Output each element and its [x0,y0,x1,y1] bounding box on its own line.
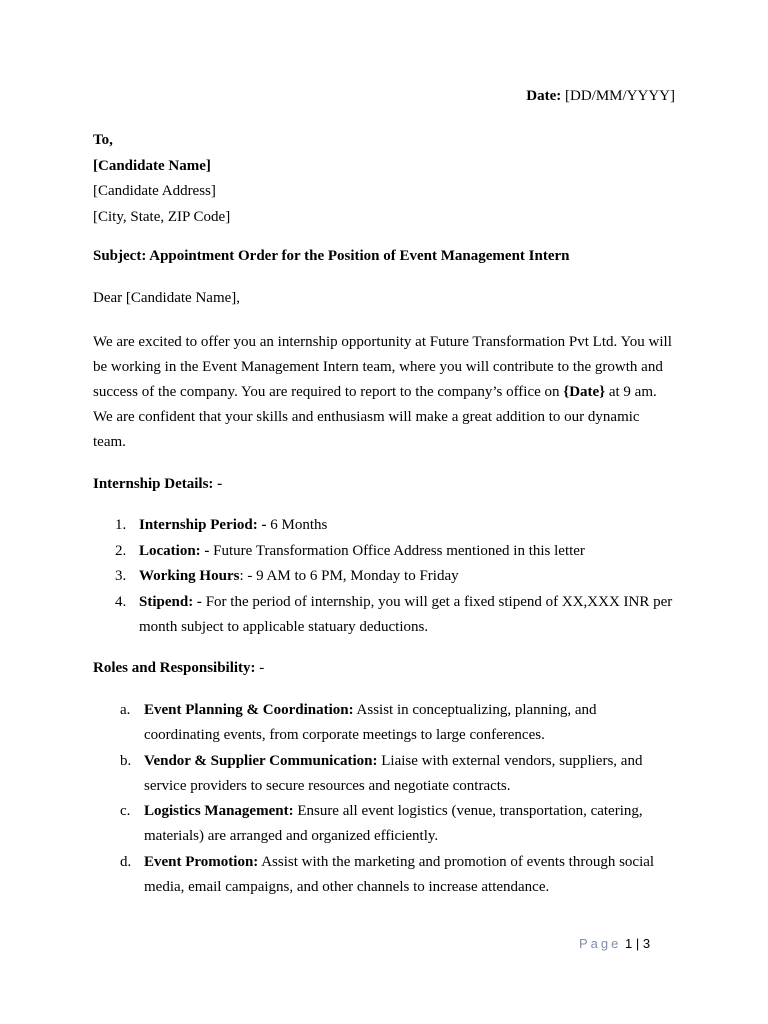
recipient-name: [Candidate Name] [93,157,211,174]
list-item [93,749,675,800]
list-marker: 4. [115,593,127,610]
list-marker: 3. [115,568,127,584]
list-item [93,799,675,850]
page-word: Page [579,936,622,951]
item-label: Working Hours [139,568,240,584]
item-text: Ensure all event logistics (venue, transportation, catering, materials) are arranged and organized efficiently. [144,803,643,845]
intro-paragraph [93,330,675,455]
item-label: Location: - [139,542,210,559]
list-item [93,513,675,539]
list-marker: 1. [115,517,127,533]
recipient-address: [Candidate Address] [93,183,216,199]
item-text: Future Transformation Office Address mentioned in this letter [209,542,585,559]
list-marker: 2. [115,542,127,559]
item-label: Stipend: - [139,593,202,610]
item-text: For the period of internship, you will get a fixed stipend of XX,XXX INR per month subject to applicable statuary deductions. [139,593,673,635]
page-total: 3 [642,936,651,951]
list-item [93,564,675,590]
item-text: Assist in conceptualizing, planning, and coordinating events, from corporate meetings to large conferences. [144,702,597,744]
recipient-city: [City, State, ZIP Code] [93,208,231,225]
item-label: Logistics Management: [144,803,294,820]
internship-details-heading: Internship Details: - [93,476,223,492]
list-item [93,539,675,565]
recipient-block [93,128,230,230]
item-text: 6 Months [266,517,328,533]
date-label: Date: [526,88,562,104]
subject-line: Subject: Appointment Order for the Position of Event Management Intern [93,248,570,264]
list-item [93,590,675,641]
item-text: : - 9 AM to 6 PM, Monday to Friday [239,568,459,584]
list-marker: a. [120,702,131,718]
list-item [93,850,675,901]
list-marker: d. [120,853,132,870]
list-item [93,698,675,749]
list-marker: b. [120,752,132,769]
roles-list [93,698,675,900]
page-separator: | [635,936,640,951]
item-label: Internship Period: - [139,517,267,533]
page-footer [579,934,650,954]
roles-heading-suffix: - [255,660,265,676]
date-line [93,86,675,106]
item-label: Event Promotion: [144,853,259,870]
date-value: [DD/MM/YYYY] [561,88,675,104]
recipient-to: To, [93,132,113,148]
item-text: Assist with the marketing and promotion of events through social media, email campaigns, and other channels to increase attendance. [144,853,655,896]
item-text: Liaise with external vendors, suppliers, and service providers to secure resources and negotiate contracts. [144,752,643,794]
page-current: 1 [625,936,633,951]
item-label: Vendor & Supplier Communication: [144,752,378,769]
greeting: Dear [Candidate Name], [93,290,241,306]
roles-heading-text: Roles and Responsibility: [93,660,256,676]
item-label: Event Planning & Coordination: [144,702,354,718]
list-marker: c. [120,803,131,820]
intro-text-1: We are excited to offer you an internship opportunity at Future Transformation Pvt Ltd. You will be working in the Event Management Intern team, where you will contribute to the growth and success of the company. You are required to report to the company’s office on [93,334,672,400]
roles-heading [93,658,264,678]
intro-text-2: at 9 am. We are confident that your skills and enthusiasm will make a great addition to our dynamic team. [93,384,657,450]
internship-details-list [93,513,675,641]
intro-date-placeholder: {Date} [563,384,606,400]
